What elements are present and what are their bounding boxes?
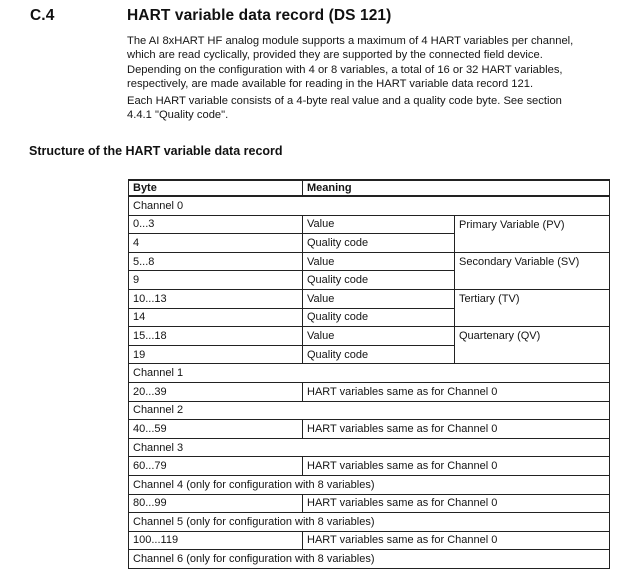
column-header-byte: Byte	[129, 181, 303, 197]
byte-range-cell: 20...39	[129, 383, 303, 402]
text-line: Depending on the configuration with 4 or 8 variables, a total of 16 or 32 HART variables,	[127, 63, 563, 76]
byte-range-cell: 4	[129, 234, 303, 253]
meaning-cell: HART variables same as for Channel 0	[303, 457, 610, 476]
byte-range-cell: 60...79	[129, 457, 303, 476]
meaning-cell: Value	[303, 253, 455, 272]
page-title: HART variable data record (DS 121)	[127, 7, 392, 24]
byte-range-cell: 40...59	[129, 420, 303, 439]
byte-range-cell: 19	[129, 346, 303, 365]
byte-range-cell: 80...99	[129, 495, 303, 514]
column-header-meaning: Meaning	[303, 181, 610, 197]
table-caption: Structure of the HART variable data record	[29, 144, 283, 158]
paragraph-2	[127, 94, 607, 123]
paragraph-1	[127, 34, 607, 92]
meaning-cell: HART variables same as for Channel 0	[303, 532, 610, 551]
meaning-cell: Value	[303, 290, 455, 309]
text-line: which are read cyclically, provided they are supported by the connected field device.	[127, 49, 543, 62]
text-line: respectively, are made available for reading in the HART variable data record 121.	[127, 78, 534, 91]
meaning-cell: HART variables same as for Channel 0	[303, 383, 610, 402]
variable-name-cell: Quartenary (QV)	[455, 327, 610, 364]
byte-range-cell: 14	[129, 309, 303, 328]
byte-range-cell: 9	[129, 271, 303, 290]
text-line: The AI 8xHART HF analog module supports a maximum of 4 HART variables per channel,	[127, 35, 574, 47]
meaning-cell: Value	[303, 216, 455, 235]
variable-name-cell: Tertiary (TV)	[455, 290, 610, 327]
variable-name-cell: Secondary Variable (SV)	[455, 253, 610, 290]
byte-range-cell: 100...119	[129, 532, 303, 551]
hart-variable-table	[128, 179, 610, 569]
byte-range-cell: 15...18	[129, 327, 303, 346]
section-number: C.4	[30, 7, 55, 24]
byte-range-cell: 5...8	[129, 253, 303, 272]
meaning-cell: Quality code	[303, 271, 455, 290]
meaning-cell: Quality code	[303, 346, 455, 365]
meaning-cell: HART variables same as for Channel 0	[303, 495, 610, 514]
text-line: Each HART variable consists of a 4-byte real value and a quality code byte. See section	[127, 94, 562, 107]
channel-label-row: Channel 6 (only for configuration with 8 variables)	[129, 550, 610, 569]
meaning-cell: HART variables same as for Channel 0	[303, 420, 610, 439]
byte-range-cell: 10...13	[129, 290, 303, 309]
channel-label-row: Channel 1	[129, 364, 610, 383]
channel-label-row: Channel 3	[129, 439, 610, 458]
meaning-cell: Quality code	[303, 234, 455, 253]
channel-label-row: Channel 5 (only for configuration with 8 variables)	[129, 513, 610, 532]
section-heading	[0, 7, 618, 31]
variable-name-cell: Primary Variable (PV)	[455, 216, 610, 253]
intro-text	[127, 34, 607, 122]
channel-label-row: Channel 0	[129, 197, 610, 216]
text-line: 4.4.1 "Quality code".	[127, 109, 229, 122]
channel-label-row: Channel 2	[129, 402, 610, 421]
byte-range-cell: 0...3	[129, 216, 303, 235]
meaning-cell: Value	[303, 327, 455, 346]
meaning-cell: Quality code	[303, 309, 455, 328]
channel-label-row: Channel 4 (only for configuration with 8 variables)	[129, 476, 610, 495]
